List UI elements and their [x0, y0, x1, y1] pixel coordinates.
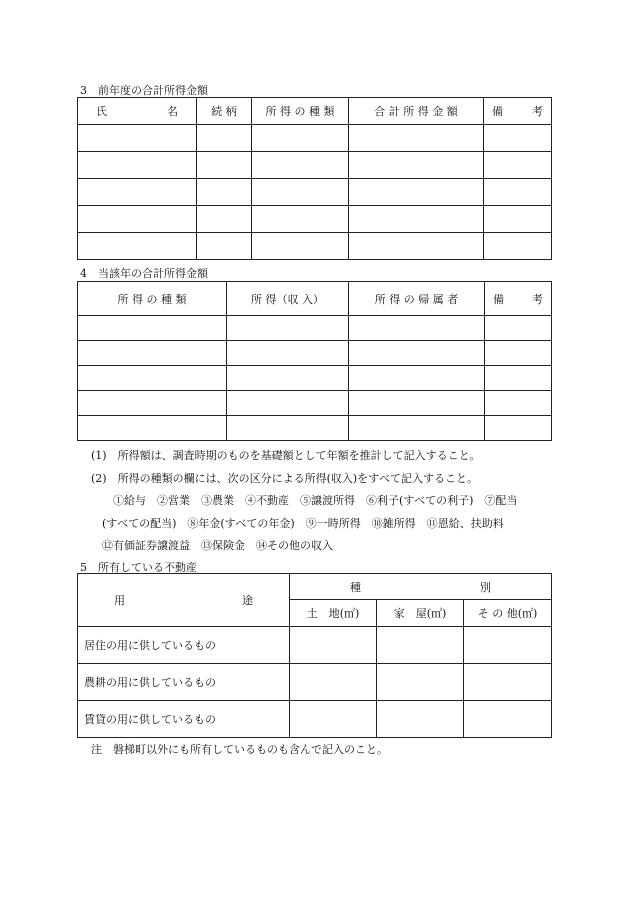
table-row — [78, 125, 552, 152]
current-year-income-table — [77, 281, 552, 441]
input-cell[interactable] — [349, 366, 485, 391]
input-cell[interactable] — [252, 125, 349, 152]
note-2: (2) 所得の種類の欄には、次の区分による所得(収入)をすべて記入すること。 — [91, 472, 478, 485]
input-cell[interactable] — [484, 233, 552, 260]
input-cell[interactable] — [78, 206, 197, 233]
input-cell[interactable] — [290, 664, 377, 701]
header-land: 土 地(㎡) — [290, 600, 377, 627]
table-row — [78, 416, 552, 441]
note-2-list-line-3: ⑫有価証券譲渡益 ⑬保険金 ⑭その他の収入 — [102, 539, 333, 552]
header-total-income: 合 計 所 得 金 額 — [349, 98, 484, 125]
header-remarks: 備 考 — [485, 282, 552, 316]
table-row — [78, 701, 552, 738]
input-cell[interactable] — [78, 125, 197, 152]
input-cell[interactable] — [290, 627, 377, 664]
input-cell[interactable] — [349, 341, 485, 366]
input-cell[interactable] — [78, 341, 227, 366]
input-cell[interactable] — [485, 391, 552, 416]
input-cell[interactable] — [484, 179, 552, 206]
input-cell[interactable] — [252, 179, 349, 206]
input-cell[interactable] — [377, 701, 464, 738]
header-house: 家 屋(㎡) — [377, 600, 464, 627]
previous-year-income-table — [77, 97, 552, 260]
input-cell[interactable] — [252, 233, 349, 260]
header-use: 用 途 — [78, 574, 290, 627]
row-label-rental: 賃貸の用に供しているもの — [78, 701, 290, 738]
row-label-farming: 農耕の用に供しているもの — [78, 664, 290, 701]
input-cell[interactable] — [78, 391, 227, 416]
input-cell[interactable] — [484, 152, 552, 179]
input-cell[interactable] — [197, 233, 252, 260]
input-cell[interactable] — [464, 701, 552, 738]
input-cell[interactable] — [377, 627, 464, 664]
input-cell[interactable] — [349, 152, 484, 179]
input-cell[interactable] — [485, 341, 552, 366]
input-cell[interactable] — [78, 316, 227, 341]
input-cell[interactable] — [227, 391, 349, 416]
header-remarks: 備 考 — [484, 98, 552, 125]
input-cell[interactable] — [227, 341, 349, 366]
note-2-list-line-1: ①給与 ②営業 ③農業 ④不動産 ⑤譲渡所得 ⑥利子(すべての利子) ⑦配当 — [113, 494, 518, 507]
table-row — [78, 366, 552, 391]
input-cell[interactable] — [485, 366, 552, 391]
note-1: (1) 所得額は、調査時期のものを基礎額として年額を推計して記入すること。 — [91, 449, 481, 462]
input-cell[interactable] — [227, 316, 349, 341]
input-cell[interactable] — [252, 206, 349, 233]
table-row — [78, 206, 552, 233]
section3-title: 3 前年度の合計所得金額 — [80, 84, 208, 97]
input-cell[interactable] — [252, 152, 349, 179]
input-cell[interactable] — [485, 416, 552, 441]
input-cell[interactable] — [349, 206, 484, 233]
header-income-type: 所 得 の 種 類 — [252, 98, 349, 125]
input-cell[interactable] — [197, 152, 252, 179]
header-income: 所 得（収 入） — [227, 282, 349, 316]
header-income-owner: 所 得 の 帰 属 者 — [349, 282, 485, 316]
table-row — [78, 152, 552, 179]
header-relation: 続 柄 — [197, 98, 252, 125]
header-name: 氏 名 — [78, 98, 197, 125]
input-cell[interactable] — [78, 366, 227, 391]
input-cell[interactable] — [484, 125, 552, 152]
input-cell[interactable] — [349, 416, 485, 441]
header-income-type: 所 得 の 種 類 — [78, 282, 227, 316]
table-row — [78, 391, 552, 416]
table-row — [78, 341, 552, 366]
table-row — [78, 316, 552, 341]
input-cell[interactable] — [78, 233, 197, 260]
input-cell[interactable] — [227, 366, 349, 391]
table-row — [78, 627, 552, 664]
section4-title: 4 当該年の合計所得金額 — [80, 267, 208, 280]
real-estate-table — [77, 573, 552, 738]
input-cell[interactable] — [464, 627, 552, 664]
input-cell[interactable] — [349, 391, 485, 416]
input-cell[interactable] — [349, 125, 484, 152]
input-cell[interactable] — [290, 701, 377, 738]
input-cell[interactable] — [484, 206, 552, 233]
input-cell[interactable] — [485, 316, 552, 341]
input-cell[interactable] — [197, 179, 252, 206]
header-kind: 種 別 — [290, 574, 552, 600]
section5-note: 注 磐梯町以外にも所有しているものも含んで記入のこと。 — [91, 743, 388, 756]
table-row — [78, 664, 552, 701]
input-cell[interactable] — [464, 664, 552, 701]
input-cell[interactable] — [349, 316, 485, 341]
input-cell[interactable] — [78, 179, 197, 206]
table-row — [78, 179, 552, 206]
table-row — [78, 233, 552, 260]
input-cell[interactable] — [349, 179, 484, 206]
note-2-list-line-2: (すべての配当) ⑧年金(すべての年金) ⑨一時所得 ⑩雑所得 ⑪恩給、扶助料 — [102, 517, 504, 530]
input-cell[interactable] — [197, 206, 252, 233]
input-cell[interactable] — [78, 152, 197, 179]
section5-title: 5 所有している不動産 — [80, 561, 197, 574]
row-label-residential: 居住の用に供しているもの — [78, 627, 290, 664]
header-other: そ の 他(㎡) — [464, 600, 552, 627]
input-cell[interactable] — [227, 416, 349, 441]
input-cell[interactable] — [197, 125, 252, 152]
input-cell[interactable] — [78, 416, 227, 441]
input-cell[interactable] — [377, 664, 464, 701]
input-cell[interactable] — [349, 233, 484, 260]
